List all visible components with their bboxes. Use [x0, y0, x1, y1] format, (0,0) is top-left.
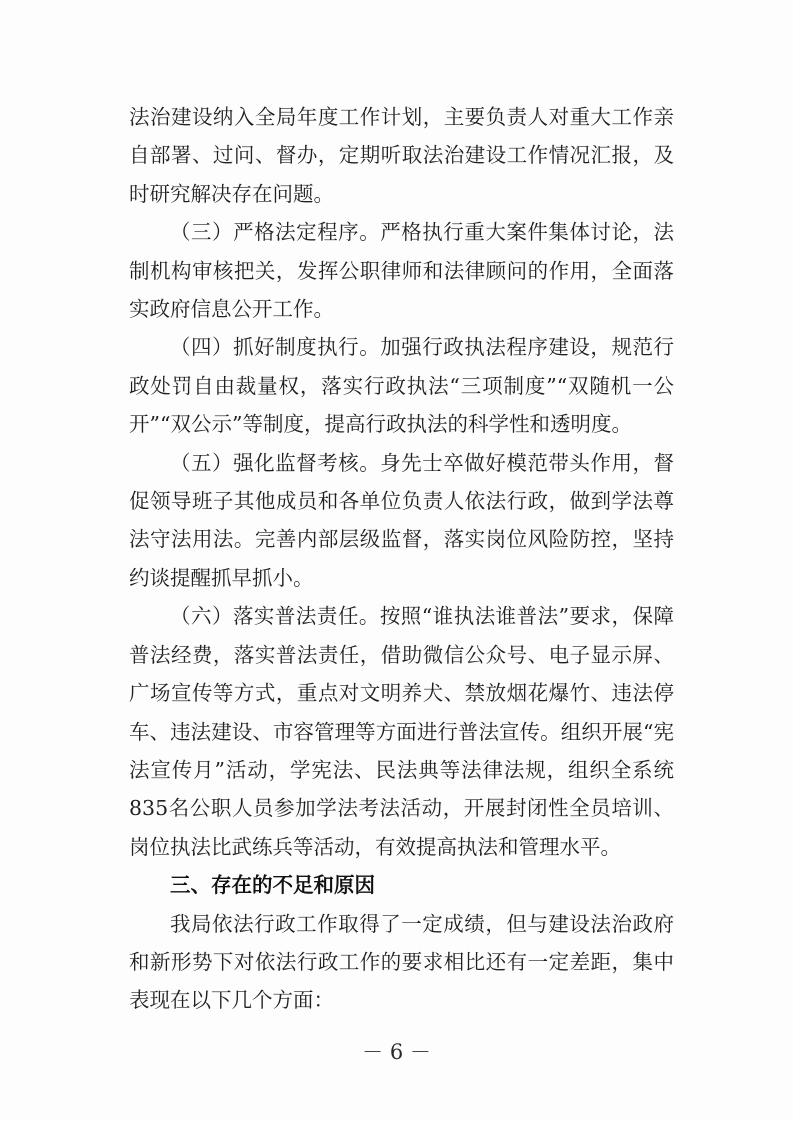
paragraph-text: 身先士卒做好模范带头作用，督促领导班子其他成员和各单位负责人依法行政，做到学法尊法守法用法。完善内部层级监督，落实岗位风险防控，坚持约谈提醒抓早抓小。 — [129, 450, 675, 590]
item-heading: （五）强化监督考核。 — [170, 450, 381, 475]
paragraph-item-3 — [129, 213, 674, 328]
item-heading: （六）落实普法责任。 — [170, 604, 380, 629]
paragraph-text: 严格执行重大案件集体讨论，法制机构审核把关，发挥公职律师和法律顾问的作用，全面落实政府信息公开工作。 — [129, 220, 675, 322]
item-heading: （三）严格法定程序。 — [170, 220, 381, 245]
paragraph-item-6 — [129, 597, 674, 866]
paragraph-item-4 — [129, 328, 674, 443]
paragraph-item-5 — [129, 444, 674, 598]
item-heading: （四）抓好制度执行。 — [170, 335, 381, 360]
document-body — [129, 98, 674, 1020]
closing-paragraph — [129, 905, 674, 1020]
section-heading: 三、存在的不足和原因 — [170, 873, 375, 898]
paragraph-text: 加强行政执法程序建设，规范行政处罚自由裁量权，落实行政执法“三项制度”“双随机一公开”“双公示”等制度，提高行政执法的科学性和透明度。 — [129, 335, 675, 437]
paragraph-text: 我局依法行政工作取得了一定成绩，但与建设法治政府和新形势下对依法行政工作的要求相比还有一定差距，集中表现在以下几个方面： — [129, 911, 674, 1013]
page-number: － 6 － — [362, 1040, 431, 1064]
paragraph-text: 法治建设纳入全局年度工作计划，主要负责人对重大工作亲自部署、过问、督办，定期听取法治建设工作情况汇报，及时研究解决存在问题。 — [129, 105, 674, 206]
continued-paragraph — [129, 98, 674, 213]
paragraph-text: 按照“谁执法谁普法”要求，保障普法经费，落实普法责任，借助微信公众号、电子显示屏、广场宣传等方式，重点对文明养犬、禁放烟花爆竹、违法停车、违法建设、市容管理等方面进行普法宣传。组织开展“宪法宣传月”活动，学宪法、民法典等法律法规，组织全系统835名公职人员参加学法考法活动，开展封闭性全员培训、岗位执法比武练兵等活动，有效提高执法和管理水平。 — [129, 604, 674, 859]
